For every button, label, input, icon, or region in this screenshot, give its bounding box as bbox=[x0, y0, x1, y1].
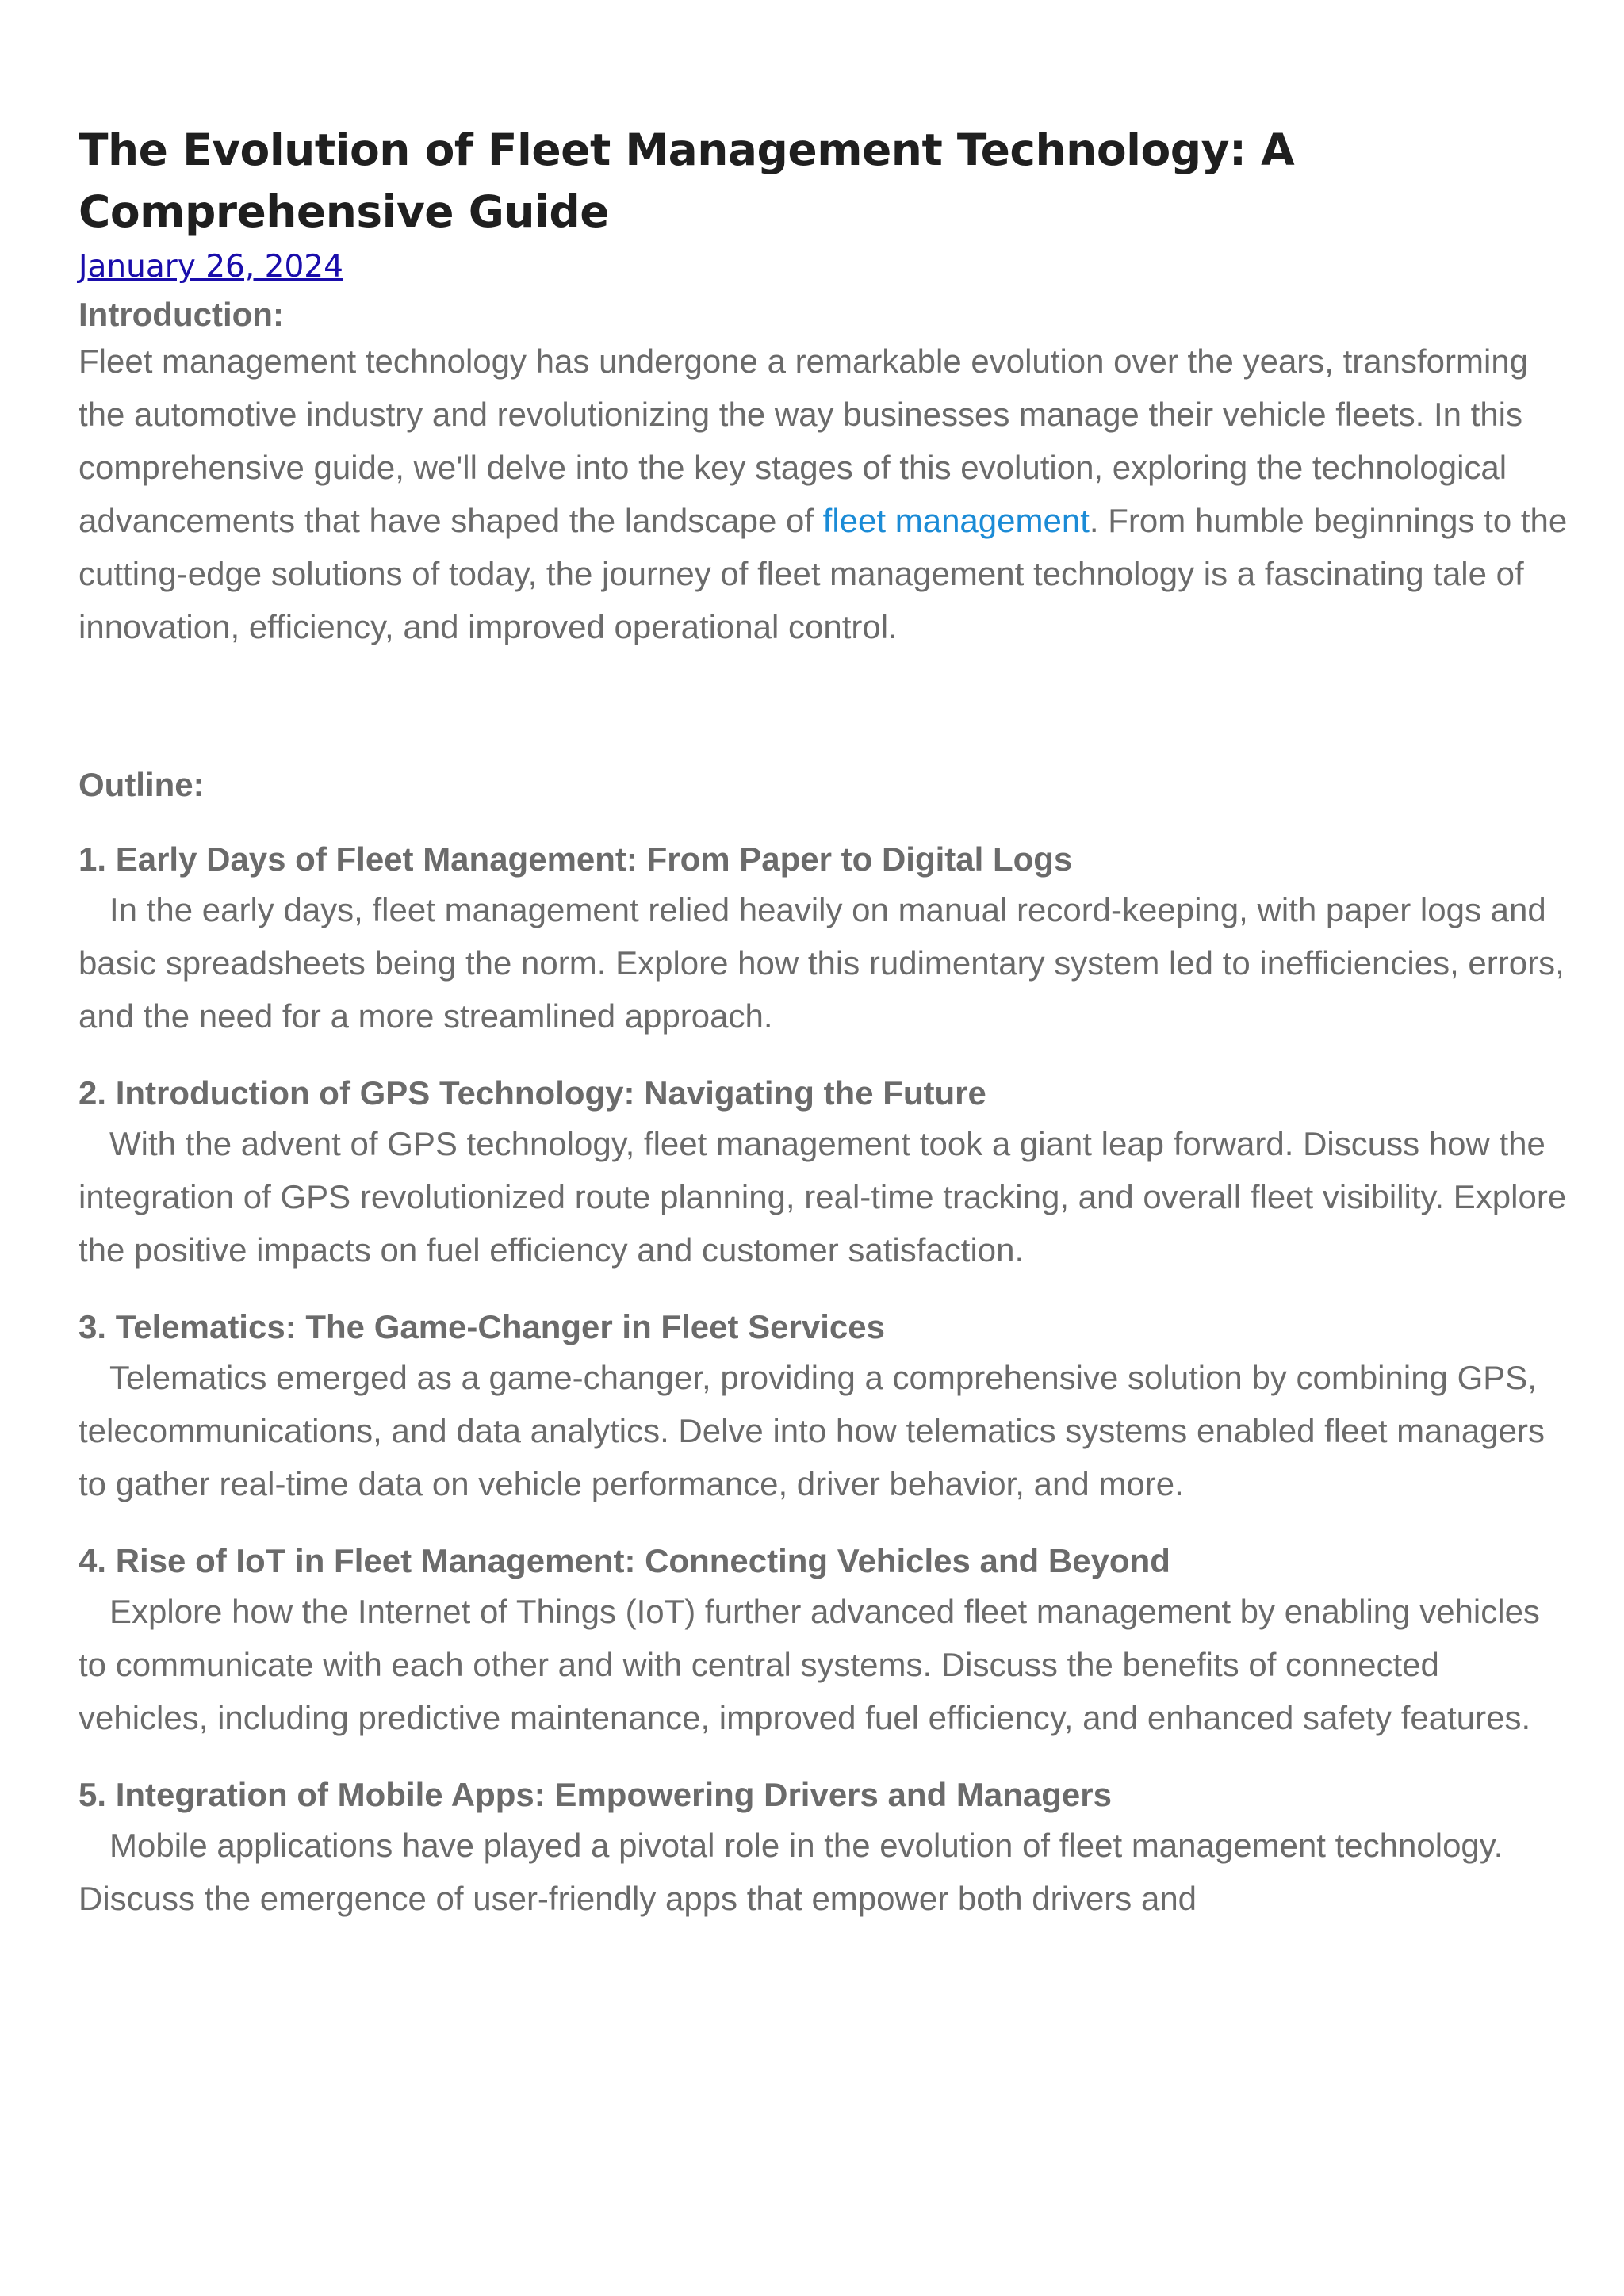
outline-label: Outline: bbox=[79, 766, 205, 803]
publish-date-link[interactable]: January 26, 2024 bbox=[79, 249, 343, 285]
article bbox=[79, 119, 1569, 1925]
section-heading-5: 5. Integration of Mobile Apps: Empowering Drivers and Managers bbox=[79, 1776, 1112, 1813]
intro-text-start: Fleet management technology has undergone a remarkable evolution over the years, transforming the automotive industry and revolutionizing the way businesses manage their vehicle fleets. In this comprehensive guide, we'll delve into the key stages of this evolution, exploring the technological advancements that have shaped the landscape of bbox=[79, 342, 1529, 539]
section-heading-4: 4. Rise of IoT in Fleet Management: Connecting Vehicles and Beyond bbox=[79, 1542, 1170, 1579]
fleet-management-link[interactable]: fleet management bbox=[822, 502, 1090, 539]
intro-label: Introduction: bbox=[79, 296, 284, 333]
section-body-4: Explore how the Internet of Things (IoT) further advanced fleet management by enabling vehicles to communicate with each other and with central systems. Discuss the benefits of connected vehicles, including predictive maintenance, improved fuel efficiency, and enhanced safety features. bbox=[79, 1593, 1540, 1736]
article-title: The Evolution of Fleet Management Technology: A Comprehensive Guide bbox=[79, 124, 1295, 237]
section-body-3: Telematics emerged as a game-changer, providing a comprehensive solution by combining GPS, telecommunications, and data analytics. Delve into how telematics systems enabled fleet managers to gather real-time data on vehicle performance, driver behavior, and more. bbox=[79, 1359, 1545, 1502]
section-heading-1: 1. Early Days of Fleet Management: From Paper to Digital Logs bbox=[79, 840, 1073, 878]
intro-paragraph bbox=[79, 335, 1569, 653]
section-heading-3: 3. Telematics: The Game-Changer in Fleet Services bbox=[79, 1308, 885, 1345]
section-body-2: With the advent of GPS technology, fleet management took a giant leap forward. Discuss how the integration of GPS revolutionized route planning, real-time tracking, and overall fleet visibility. Explore the positive impacts on fuel efficiency and customer satisfaction. bbox=[79, 1125, 1567, 1269]
section-body-5: Mobile applications have played a pivotal role in the evolution of fleet management technology. Discuss the emergence of user-friendly apps that empower both drivers and bbox=[79, 1827, 1503, 1917]
section-heading-2: 2. Introduction of GPS Technology: Navigating the Future bbox=[79, 1074, 986, 1112]
section-body-1: In the early days, fleet management relied heavily on manual record-keeping, with paper logs and basic spreadsheets being the norm. Explore how this rudimentary system led to inefficiencies, errors, and the need for a more streamlined approach. bbox=[79, 891, 1565, 1035]
intro-text-end: . From humble beginnings to the cutting-edge solutions of today, the journey of fleet management technology is a fascinating tale of innovation, efficiency, and improved operational control. bbox=[79, 502, 1568, 645]
